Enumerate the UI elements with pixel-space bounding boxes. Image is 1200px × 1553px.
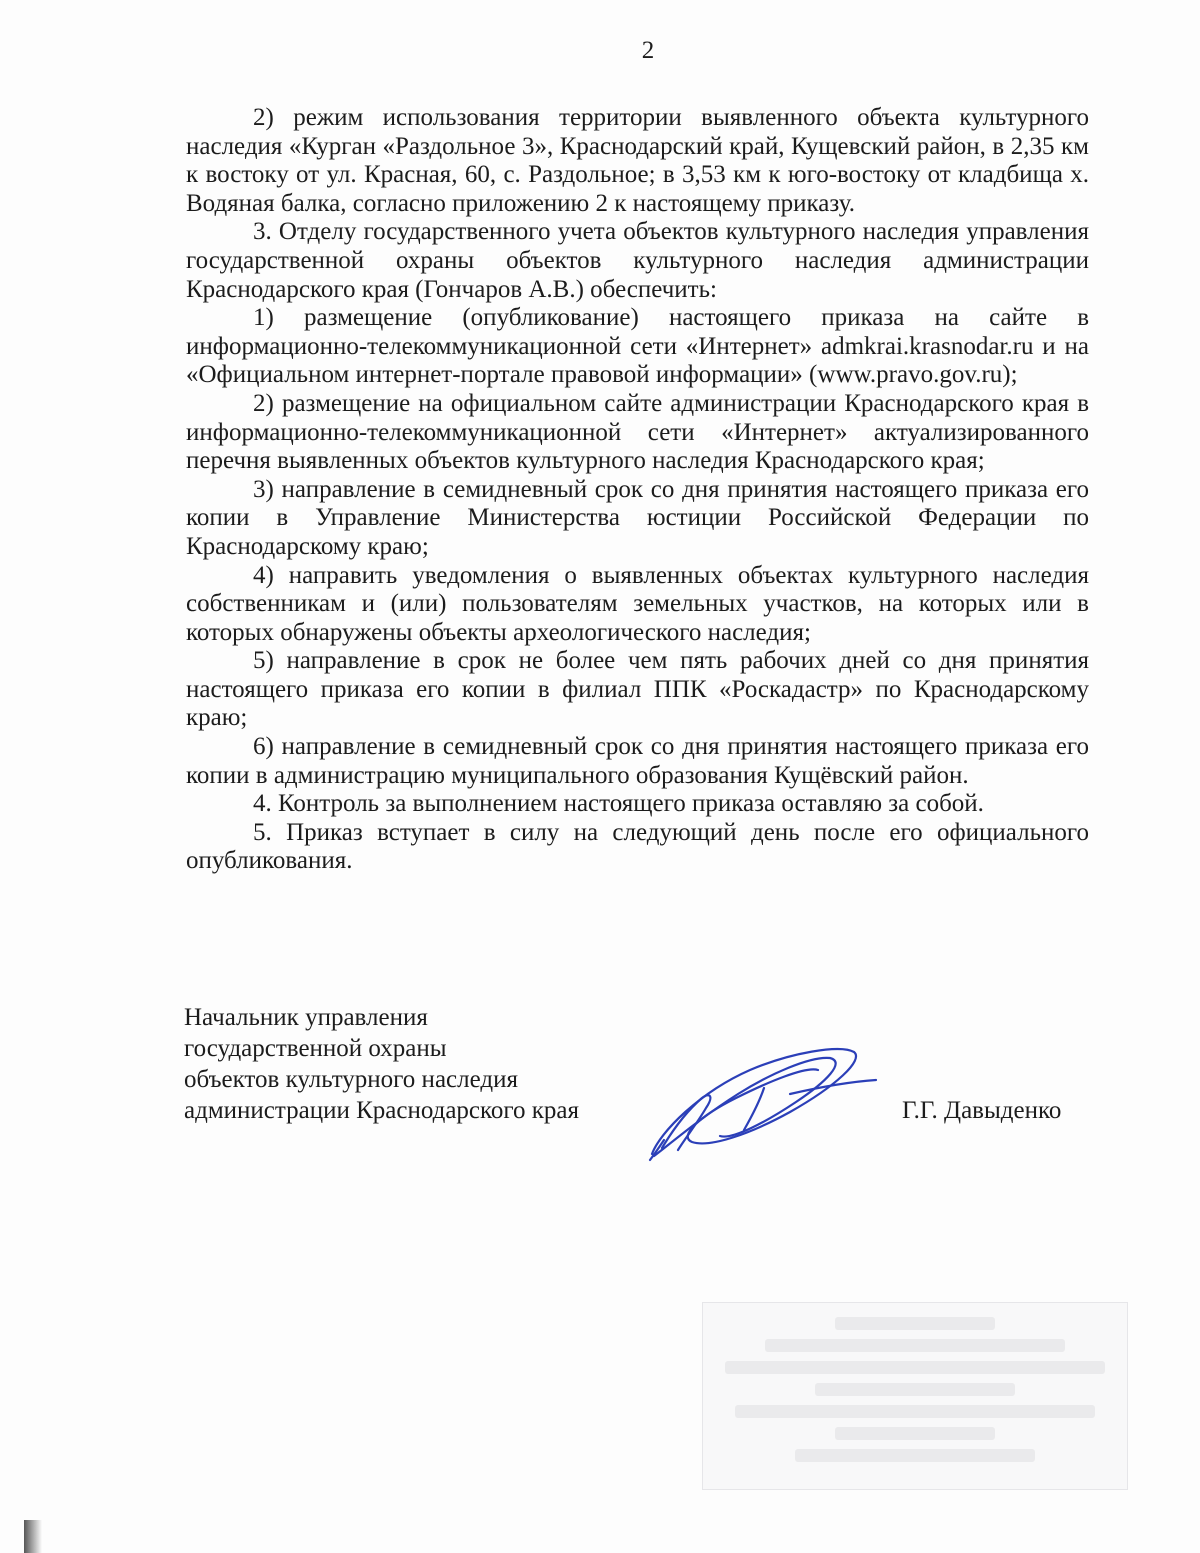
handwritten-signature [640,1036,880,1164]
paragraph-subitem-3-5: 5) направление в срок не более чем пять рабочих дней со дня принятия настоящего приказа его копии в филиал ППК «Роскадастр» по Краснодарскому краю; [186,647,1089,732]
page-number: 2 [641,37,655,64]
signature-strokes [650,1049,876,1160]
signatory-title-line: объектов культурного наследия [184,1066,518,1093]
paragraph-item-5: 5. Приказ вступает в силу на следующий день после его официального опубликования. [186,818,1089,875]
paragraph-subitem-3-4: 4) направить уведомления о выявленных объектах культурного наследия собственникам и (или) пользователям земельных участков, на которых или в которых обнаружены объекты археологического наследия; [186,561,1089,646]
paragraph-item-4: 4. Контроль за выполнением настоящего приказа оставляю за собой. [253,790,984,818]
scan-edge-mark [24,1520,42,1553]
document-body [186,104,1089,876]
paragraph-subitem-3-2: 2) размещение на официальном сайте администрации Краснодарского края в информационно-телекоммуникационной сети «Интернет» актуализированного перечня выявленных объектов культурного наследия Краснодарского края; [186,389,1089,475]
paragraph-subitem-3-6: 6) направление в семидневный срок со дня принятия настоящего приказа его копии в администрацию муниципального образования Кущёвский район. [186,733,1089,789]
paragraph-subitem-3-3: 3) направление в семидневный срок со дня принятия настоящего приказа его копии в Управление Министерства юстиции Российской Федерации по Краснодарскому краю; [186,475,1089,560]
faded-stamp [702,1302,1128,1490]
signatory-title-line: администрации Краснодарского края [184,1097,580,1124]
signatory-title-line: Начальник управления [184,1004,428,1031]
signatory-name: Г.Г. Давыденко [902,1097,1062,1124]
signatory-title-line: государственной охраны [184,1035,447,1062]
paragraph-subitem-3-1: 1) размещение (опубликование) настоящего приказа на сайте в информационно-телекоммуникационной сети «Интернет» admkrai.krasnodar.ru и на «Официальном интернет-портале правовой информации» (www.pravo.gov.ru); [186,304,1089,389]
signatory-title [184,1002,579,1126]
paragraph-item-3: 3. Отделу государственного учета объектов культурного наследия управления государственной охраны объектов культурного наследия администрации Краснодарского края (Гончаров А.В.) обеспечить: [186,218,1089,303]
paragraph-usage-regime: 2) режим использования территории выявленного объекта культурного наследия «Курган «Раздольное 3», Краснодарский край, Кущевский район, в 2,35 км к востоку от ул. Красная, 60, с. Раздольное; в 3,53 км к юго-востоку от кладбища х. Водяная балка, согласно приложению 2 к настоящему приказу. [186,104,1089,217]
